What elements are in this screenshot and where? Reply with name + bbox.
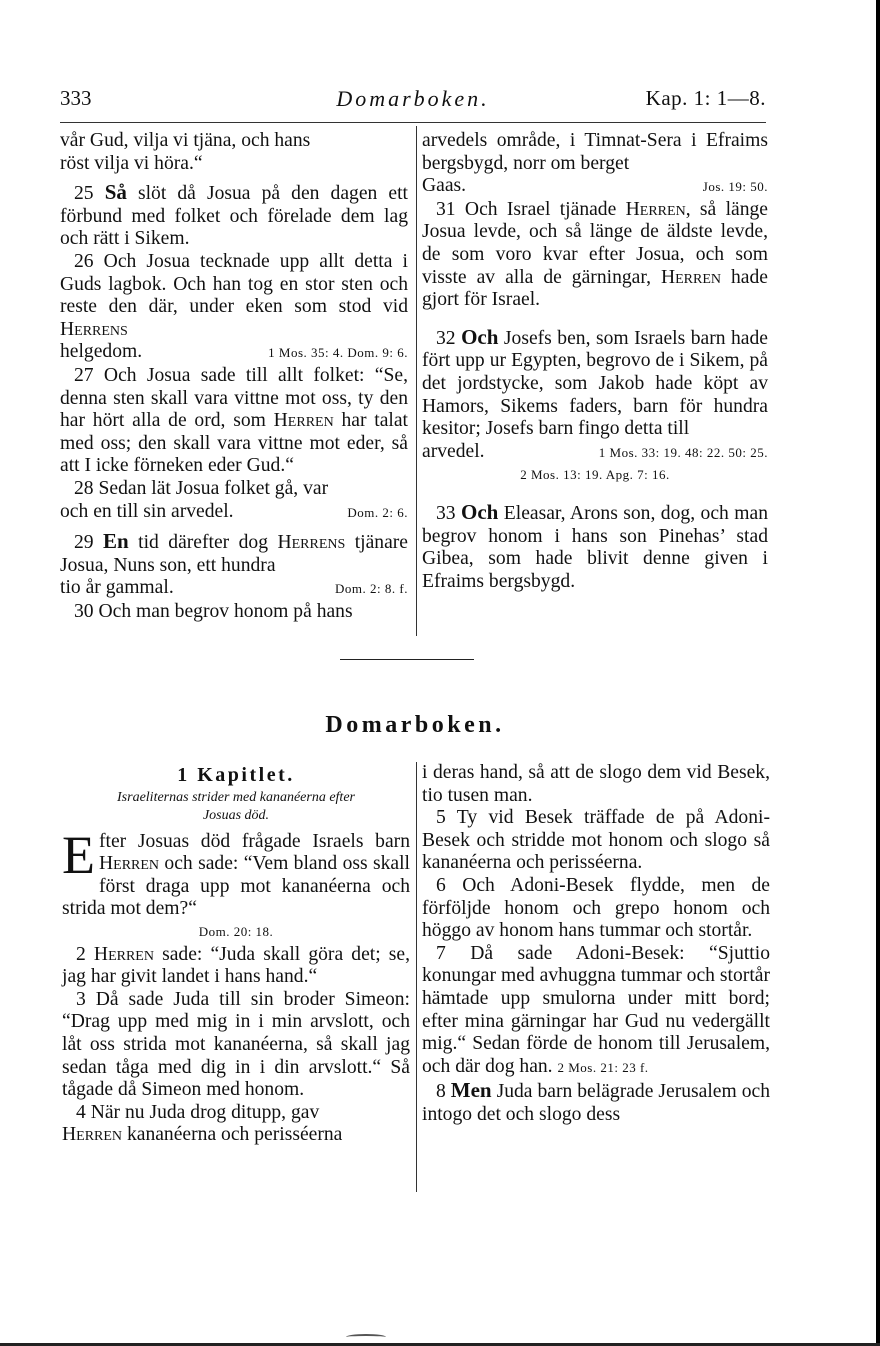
chapter-reference: Kap. 1: 1—8.	[645, 86, 766, 110]
verse-33: 33 Och Eleasar, Arons son, dog, och man begrov honom i hans son Pinehas’ stad Gibea, som hade blivit denne given i Efraims bergsbygd.	[422, 499, 768, 592]
top-column-divider	[416, 126, 417, 636]
verse-28: 28 Sedan lät Josua folket gå, var	[74, 477, 329, 499]
cross-reference: 1 Mos. 33: 19. 48: 22. 50: 25.	[598, 444, 768, 460]
verse-30: 30 Och man begrov honom på hans	[74, 600, 353, 622]
bottom-column-divider	[416, 762, 417, 1192]
cross-reference: Dom. 2: 6.	[347, 504, 408, 520]
verse-25: 25 Så slöt då Josua på den dagen ett förbund med folket och förelade dem lag och rätt i Sikem.	[60, 180, 408, 250]
verse-4-end: i deras hand, så att de slogo dem vid Besek, tio tusen man.	[422, 762, 770, 806]
page-edge-right	[876, 0, 880, 1346]
verse-3: 3 Då sade Juda till sin broder Simeon: “Drag upp med mig in i min arvslott, och låt oss strida mot kananéerna, så skall jag sedan tåga med dig in i din arvslott.“ Så tågade då Simeon med honom.	[62, 988, 410, 1101]
verse-8: 8 Men Juda barn belägrade Jerusalem och intogo det och slogo dess	[422, 1078, 770, 1125]
verse-29-ref-line: tio år gammal. Dom. 2: 8. f.	[60, 577, 408, 601]
verse-26-ref-line: helgedom. 1 Mos. 35: 4. Dom. 9: 6.	[60, 341, 408, 365]
verse-5: 5 Ty vid Besek träffade de på Adoni-Besek och stridde mot honom och slogo så kananéerna och perisséerna.	[422, 807, 770, 874]
verse-6: 6 Och Adoni-Besek flydde, men de förföljde honom och grepo honom och höggo av honom hans tummar och stortår.	[422, 874, 770, 942]
top-left-column	[60, 130, 408, 623]
section-rule	[340, 659, 474, 660]
verse-26: 26 Och Josua tecknade upp allt detta i Guds lagbok. Och han tog en stor sten och reste den där, under eken som stod vid Herrens	[60, 250, 408, 340]
verse-28-ref-line: och en till sin arvedel. Dom. 2: 6.	[60, 501, 408, 525]
cross-reference: Dom. 20: 18.	[198, 923, 274, 939]
verse-27: 27 Och Josua sade till allt folket: “Se, denna sten skall vara vittne mot oss, ty den har hört alla de ord, som Herren har talat med oss; den skall vara vittne mot eder, så att I icke förneken eder Gud.“	[60, 364, 408, 477]
verse-2: 2 Herren sade: “Juda skall göra det; se, jag har givit landet i hans hand.“	[62, 943, 410, 988]
cross-reference: Jos. 19: 50.	[702, 179, 768, 195]
verse-32-ref-line: arvedel. 1 Mos. 33: 19. 48: 22. 50: 25.	[422, 441, 768, 465]
verse-30-end: arvedels område, i Timnat-Sera i Efraims bergsbygd, norr om berget	[422, 130, 768, 174]
header-rule	[60, 122, 766, 123]
page-number: 333	[60, 86, 92, 110]
verse-24-end: vår Gud, vilja vi tjäna, och hans röst vilja vi höra.“	[60, 130, 311, 174]
bottom-right-column	[422, 762, 770, 1127]
verse-1: Efter Josuas död frågade Israels barn Herren och sade: “Vem bland oss skall först draga upp mot kananéerna och strida mot dem?“	[62, 824, 410, 920]
top-right-column	[422, 130, 768, 593]
cross-reference: 1 Mos. 35: 4. Dom. 9: 6.	[268, 345, 408, 361]
verse-7: 7 Då sade Adoni-Besek: “Sjuttio konungar med avhuggna tummar och stortår hämtade upp smulorna under mitt bord; efter mina gärningar har Gud nu vedergällt mig.“ Sedan förde de honom till Jerusalem, och där dog han. 2 Mos. 21: 23 f.	[422, 942, 770, 1077]
chapter-title: 1 Kapitlet.	[177, 764, 295, 786]
print-mark	[346, 1334, 386, 1340]
cross-reference: 2 Mos. 21: 23 f.	[557, 1059, 649, 1075]
cross-reference: Dom. 2: 8. f.	[335, 581, 408, 597]
book-title: Domarboken.	[325, 712, 505, 738]
running-title: Domarboken.	[336, 86, 490, 111]
running-header	[60, 86, 766, 120]
verse-29: 29 En tid därefter dog Herrens tjänare Josua, Nuns son, ett hundra	[60, 529, 408, 576]
drop-cap: E	[62, 824, 95, 885]
verse-30-ref-line: Gaas. Jos. 19: 50.	[422, 175, 768, 199]
cross-reference-continued: 2 Mos. 13: 19. Apg. 7: 16.	[520, 467, 670, 483]
verse-4: 4 När nu Juda drog ditupp, gav Herren kananéerna och perisséerna	[62, 1101, 343, 1146]
bottom-left-column	[62, 762, 410, 1147]
chapter-summary: Israeliternas strider med kananéerna efter Josuas död.	[117, 789, 355, 823]
verse-32: 32 Och Josefs ben, som Israels barn hade fört upp ur Egypten, begrovo de i Sikem, på det jordstycke, som Jakob hade köpt av Hamors, Sikems faders, barn för hundra kesitor; Josefs barn fingo detta till	[422, 324, 768, 440]
verse-31: 31 Och Israel tjänade Herren, så länge Josua levde, och så länge de äldste levde, de som voro kvar efter Josua, och som visste av alla de gärningar, Herren hade gjort för Israel.	[422, 198, 768, 311]
